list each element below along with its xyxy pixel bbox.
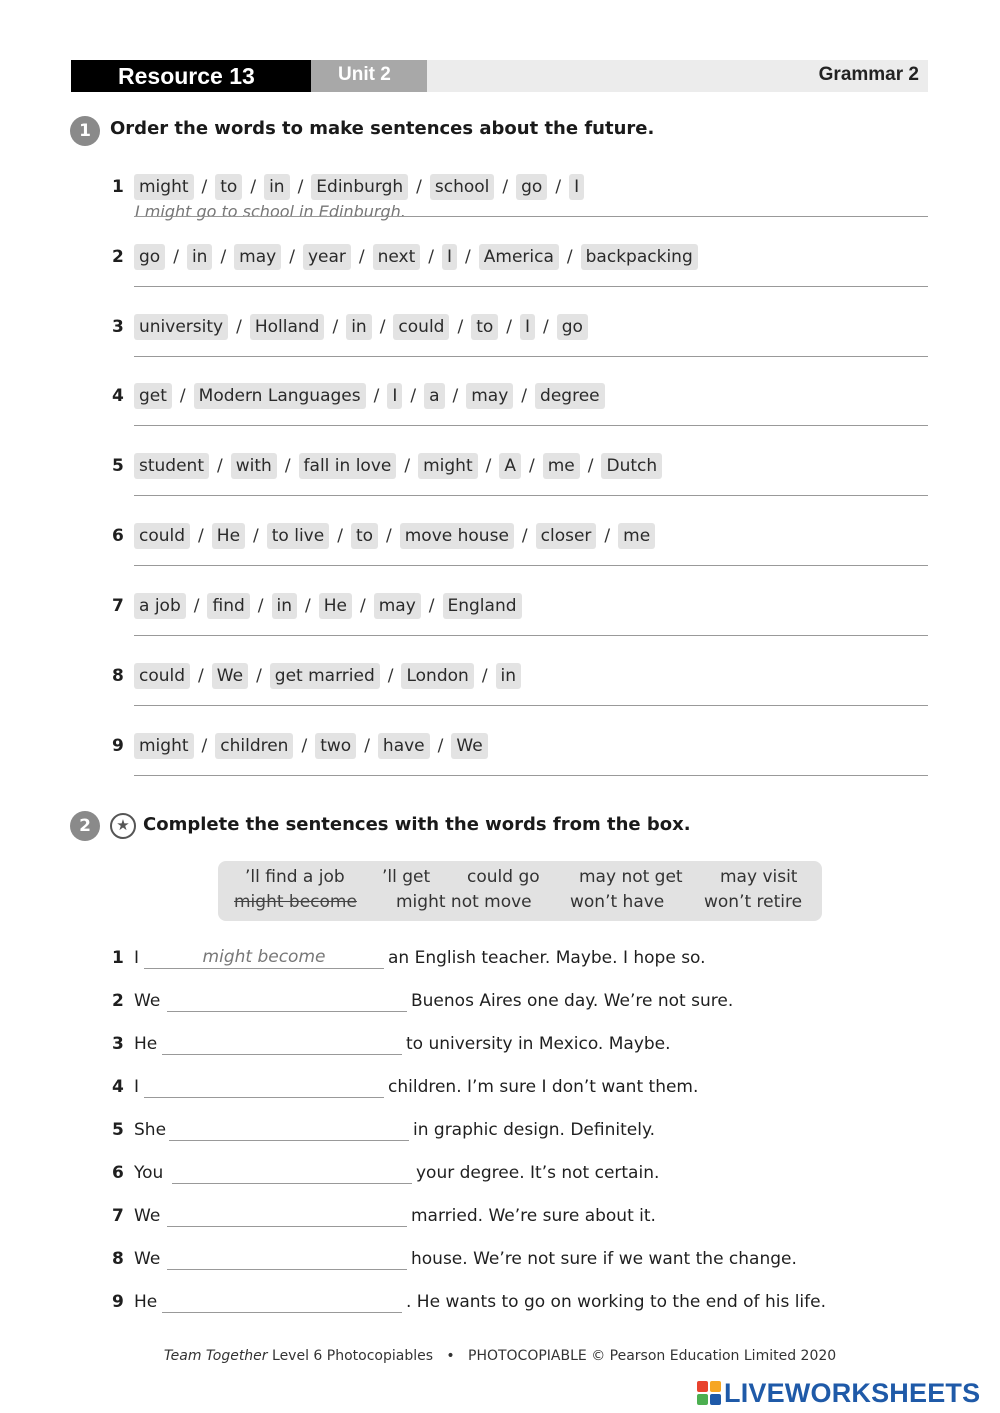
slash-separator: /	[566, 247, 573, 267]
item-number: 5	[112, 456, 124, 476]
word-chip[interactable]: could	[134, 523, 190, 549]
word-chip[interactable]: a job	[134, 593, 186, 619]
word-chip[interactable]: A	[499, 453, 521, 479]
item-number: 1	[112, 177, 124, 197]
exercise-1-item	[112, 523, 928, 593]
slash-separator: /	[528, 456, 535, 476]
exercise-1-item	[112, 453, 928, 523]
word-chip[interactable]: go	[557, 314, 588, 340]
footer-book: Team Together	[163, 1348, 268, 1364]
word-chip[interactable]: university	[134, 314, 228, 340]
exercise-1-item	[112, 314, 928, 384]
exercise-1-item	[112, 593, 928, 663]
item-number: 2	[112, 247, 124, 267]
word-chip[interactable]: may	[234, 244, 281, 270]
slash-separator: /	[284, 456, 291, 476]
word-chip[interactable]: could	[393, 314, 449, 340]
footer-dot: •	[446, 1348, 455, 1364]
word-chip[interactable]: next	[373, 244, 421, 270]
slash-separator: /	[410, 386, 417, 406]
word-chip[interactable]: Edinburgh	[311, 174, 408, 200]
sentence-subject: I	[134, 1077, 140, 1097]
word-chip[interactable]: Holland	[250, 314, 325, 340]
exercise-1-item	[112, 383, 928, 453]
sentence-subject: I	[134, 948, 140, 968]
word-chip[interactable]: I	[442, 244, 457, 270]
slash-separator: /	[217, 456, 223, 476]
word-chip[interactable]: me	[618, 523, 655, 549]
word-chip[interactable]: children	[215, 733, 293, 759]
exercise-2-badge: 2	[70, 811, 100, 841]
slash-separator: /	[587, 456, 594, 476]
item-number: 7	[112, 596, 124, 616]
word-chip[interactable]: London	[401, 663, 473, 689]
word-chip[interactable]: in	[264, 174, 290, 200]
exercise-2-sentence	[112, 1160, 928, 1186]
slash-separator: /	[428, 247, 435, 267]
slash-separator: /	[257, 596, 264, 616]
item-number: 9	[112, 736, 124, 756]
answer-line	[134, 425, 928, 426]
answer-line	[134, 635, 928, 636]
word-chip[interactable]: in	[346, 314, 372, 340]
exercise-1-item	[112, 244, 928, 314]
word-chip[interactable]: to	[215, 174, 242, 200]
answer-line	[134, 565, 928, 566]
word-box-item[interactable]: ’ll find a job	[245, 867, 345, 887]
sentence-number: 8	[112, 1249, 124, 1269]
slash-separator: /	[332, 317, 339, 337]
item-number: 6	[112, 526, 124, 546]
slash-separator: /	[297, 177, 304, 197]
word-chip[interactable]: in	[272, 593, 298, 619]
header-bar	[71, 60, 928, 92]
slash-separator: /	[220, 247, 227, 267]
answer-blank[interactable]	[162, 1289, 402, 1313]
sentence-rest: Buenos Aires one day. We’re not sure.	[411, 991, 734, 1011]
answer-blank[interactable]	[167, 1246, 407, 1270]
slash-separator: /	[555, 177, 562, 197]
answer-blank[interactable]	[144, 1074, 384, 1098]
slash-separator: /	[416, 177, 422, 197]
slash-separator: /	[236, 317, 242, 337]
item-number: 4	[112, 386, 124, 406]
word-chip[interactable]: a	[424, 383, 444, 409]
slash-separator: /	[173, 247, 179, 267]
word-chip[interactable]: go	[134, 244, 165, 270]
word-chip[interactable]: go	[516, 174, 547, 200]
slash-separator: /	[179, 386, 186, 406]
exercise-2-sentence	[112, 1246, 928, 1272]
sentence-subject: He	[134, 1034, 158, 1054]
slash-separator: /	[457, 317, 464, 337]
sentence-rest: in graphic design. Definitely.	[413, 1120, 655, 1140]
slash-separator: /	[201, 736, 208, 756]
word-chip[interactable]: I	[520, 314, 535, 340]
sentence-number: 7	[112, 1206, 124, 1226]
word-chip[interactable]: move house	[400, 523, 514, 549]
slash-separator: /	[485, 456, 492, 476]
word-chip[interactable]: might	[418, 453, 478, 479]
word-chip[interactable]: He	[212, 523, 245, 549]
slash-separator: /	[543, 317, 549, 337]
word-chip[interactable]: student	[134, 453, 209, 479]
sentence-number: 9	[112, 1292, 124, 1312]
answer-input[interactable]: I might go to school in Edinburgh.	[135, 202, 406, 221]
word-chip[interactable]: two	[315, 733, 356, 759]
word-chip[interactable]: America	[479, 244, 559, 270]
answer-blank[interactable]	[172, 1160, 412, 1184]
answer-line	[134, 705, 928, 706]
slash-separator: /	[337, 526, 343, 546]
sentence-rest: children. I’m sure I don’t want them.	[388, 1077, 699, 1097]
exercise-1-item	[112, 663, 928, 733]
slash-separator: /	[521, 386, 528, 406]
item-number: 3	[112, 317, 124, 337]
exercise-2-sentence	[112, 1031, 928, 1057]
footer-level: Level 6 Photocopiables	[267, 1348, 434, 1364]
word-chip[interactable]: He	[319, 593, 352, 619]
word-box-item[interactable]: may visit	[720, 867, 798, 887]
word-chips	[134, 314, 588, 340]
word-chips	[134, 174, 584, 200]
word-chip[interactable]: fall in love	[299, 453, 397, 479]
word-chip[interactable]: degree	[535, 383, 605, 409]
exercise-1-item	[112, 733, 928, 803]
slash-separator: /	[373, 386, 380, 406]
word-chips	[134, 593, 522, 619]
slash-separator: /	[193, 596, 200, 616]
sentence-rest: to university in Mexico. Maybe.	[406, 1034, 671, 1054]
word-chip[interactable]: to live	[267, 523, 329, 549]
slash-separator: /	[452, 386, 459, 406]
word-chips	[134, 733, 488, 759]
word-chip[interactable]: We	[451, 733, 487, 759]
answer-blank[interactable]	[167, 1203, 407, 1227]
item-number: 8	[112, 666, 124, 686]
word-chip[interactable]: I	[569, 174, 584, 200]
slash-separator: /	[253, 526, 259, 546]
exercise-1-item	[112, 174, 928, 244]
slash-separator: /	[359, 596, 366, 616]
word-chip[interactable]: get	[134, 383, 172, 409]
word-chip[interactable]: in	[496, 663, 522, 689]
exercise-2-title: Complete the sentences with the words from the box.	[143, 814, 691, 835]
word-chip[interactable]: me	[543, 453, 580, 479]
slash-separator: /	[256, 666, 262, 686]
resource-label: Resource 13	[71, 60, 311, 92]
sentence-number: 5	[112, 1120, 124, 1140]
exercise-1-title: Order the words to make sentences about the future.	[110, 118, 655, 139]
footer	[0, 1348, 1000, 1364]
word-chip[interactable]: I	[387, 383, 402, 409]
slash-separator: /	[387, 666, 394, 686]
word-box	[218, 861, 822, 921]
sentence-subject: We	[134, 1249, 161, 1269]
word-chips	[134, 523, 655, 549]
sentence-rest: . He wants to go on working to the end of his life.	[406, 1292, 826, 1312]
slash-separator: /	[301, 736, 308, 756]
slash-separator: /	[198, 526, 204, 546]
word-box-item[interactable]: ’ll get	[382, 867, 431, 887]
exercise-2-sentence	[112, 1289, 928, 1315]
unit-label: Unit 2	[311, 60, 427, 92]
slash-separator: /	[506, 317, 513, 337]
answer-blank[interactable]	[169, 1117, 409, 1141]
slash-separator: /	[481, 666, 488, 686]
word-chip[interactable]: may	[466, 383, 513, 409]
grammar-label: Grammar 2	[818, 64, 919, 85]
word-chip[interactable]: to	[351, 523, 378, 549]
word-chip[interactable]: might	[134, 733, 194, 759]
answer-line	[134, 495, 928, 496]
answer-line	[134, 216, 928, 217]
slash-separator: /	[289, 247, 295, 267]
sentence-number: 3	[112, 1034, 124, 1054]
word-box-item[interactable]: won’t retire	[704, 892, 803, 912]
slash-separator: /	[437, 736, 444, 756]
word-chip[interactable]: have	[378, 733, 430, 759]
slash-separator: /	[305, 596, 311, 616]
exercise-2-sentence	[112, 1074, 928, 1100]
slash-separator: /	[364, 736, 370, 756]
slash-separator: /	[521, 526, 528, 546]
exercise-2-sentence	[112, 1117, 928, 1143]
answer-line	[134, 356, 928, 357]
word-chip[interactable]: find	[207, 593, 249, 619]
sentence-number: 6	[112, 1163, 124, 1183]
word-box-item[interactable]: might not move	[396, 892, 532, 912]
liveworksheets-logo[interactable]	[697, 1378, 980, 1408]
word-chips	[134, 244, 698, 270]
sentence-subject: We	[134, 1206, 161, 1226]
sentence-subject: He	[134, 1292, 158, 1312]
word-box-item[interactable]: won’t have	[570, 892, 665, 912]
footer-copyright: PHOTOCOPIABLE © Pearson Education Limited 2020	[468, 1348, 837, 1364]
slash-separator: /	[358, 247, 365, 267]
word-chip[interactable]: with	[231, 453, 277, 479]
answer-line	[134, 775, 928, 776]
exercise-2-sentence	[112, 988, 928, 1014]
word-chip[interactable]: could	[134, 663, 190, 689]
word-chip[interactable]: in	[187, 244, 213, 270]
word-chip[interactable]: might	[134, 174, 194, 200]
word-box-item[interactable]: may not get	[579, 867, 683, 887]
slash-separator: /	[604, 526, 611, 546]
word-box-item-used: might become	[234, 892, 357, 912]
answer-blank[interactable]	[162, 1031, 402, 1055]
slash-separator: /	[404, 456, 411, 476]
answer-blank[interactable]: might become	[144, 945, 384, 969]
answer-blank[interactable]	[167, 988, 407, 1012]
slash-separator: /	[198, 666, 204, 686]
answer-line	[134, 286, 928, 287]
word-chip[interactable]: backpacking	[581, 244, 698, 270]
word-chip[interactable]: England	[443, 593, 522, 619]
word-chips	[134, 383, 605, 409]
word-chip[interactable]: may	[374, 593, 421, 619]
word-chip[interactable]: get married	[270, 663, 380, 689]
sentence-rest: house. We’re not sure if we want the change.	[411, 1249, 797, 1269]
sentence-number: 4	[112, 1077, 124, 1097]
slash-separator: /	[379, 317, 386, 337]
word-chip[interactable]: Dutch	[601, 453, 662, 479]
sentence-rest: an English teacher. Maybe. I hope so.	[388, 948, 706, 968]
slash-separator: /	[201, 177, 208, 197]
word-chip[interactable]: year	[303, 244, 351, 270]
logo-text: LIVEWORKSHEETS	[724, 1377, 981, 1408]
word-chips	[134, 453, 662, 479]
slash-separator: /	[428, 596, 435, 616]
slash-separator: /	[465, 247, 471, 267]
sentence-subject: She	[134, 1120, 167, 1140]
slash-separator: /	[386, 526, 392, 546]
exercise-2-sentence	[112, 945, 928, 971]
slash-separator: /	[502, 177, 509, 197]
word-chip[interactable]: school	[430, 174, 495, 200]
word-chip[interactable]: to	[471, 314, 498, 340]
sentence-subject: We	[134, 991, 161, 1011]
sentence-number: 2	[112, 991, 124, 1011]
exercise-1-badge: 1	[70, 116, 100, 146]
logo-mark-icon	[697, 1381, 721, 1405]
sentence-rest: married. We’re sure about it.	[411, 1206, 656, 1226]
word-chip[interactable]: Modern Languages	[194, 383, 366, 409]
star-icon: ★	[110, 813, 136, 839]
word-chips	[134, 663, 521, 689]
exercise-2-sentence	[112, 1203, 928, 1229]
slash-separator: /	[250, 177, 257, 197]
word-box-item[interactable]: could go	[467, 867, 540, 887]
word-chip[interactable]: closer	[536, 523, 597, 549]
sentence-number: 1	[112, 948, 124, 968]
sentence-rest: your degree. It’s not certain.	[416, 1163, 660, 1183]
sentence-subject: You	[134, 1163, 164, 1183]
word-chip[interactable]: We	[212, 663, 248, 689]
